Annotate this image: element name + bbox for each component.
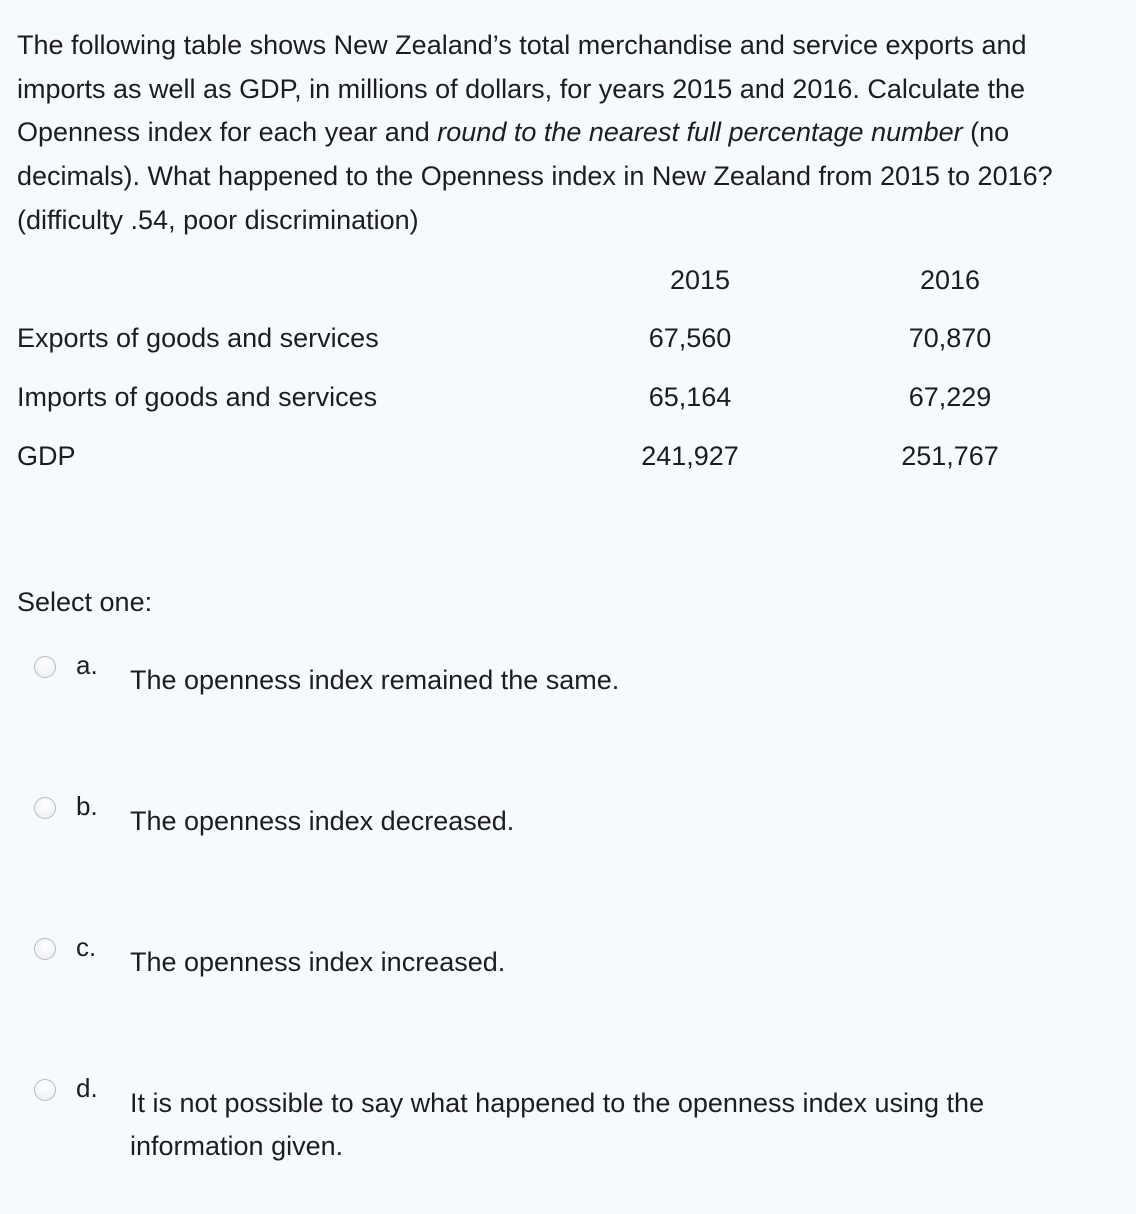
option-letter: d. [76, 1073, 98, 1103]
row-label: Exports of goods and services [17, 323, 379, 353]
question-text [17, 24, 1117, 243]
value-2016: 67,229 [908, 382, 992, 412]
value-2015: 241,927 [641, 441, 739, 471]
option-letter: b. [76, 791, 98, 821]
table-header-2016: 2016 [919, 265, 981, 295]
table-header-2015: 2015 [669, 265, 731, 295]
option-text[interactable]: The openness index decreased. [130, 806, 515, 836]
radio-button-c[interactable] [34, 938, 56, 960]
value-2015: 67,560 [648, 323, 732, 353]
radio-button-a[interactable] [34, 656, 56, 678]
row-label: GDP [17, 441, 76, 471]
radio-button-d[interactable] [34, 1079, 56, 1101]
option-text[interactable]: It is not possible to say what happened to the openness index using the information given. [130, 1088, 985, 1161]
option-letter: c. [76, 932, 97, 962]
row-label: Imports of goods and services [17, 382, 378, 412]
radio-button-b[interactable] [34, 797, 56, 819]
value-2016: 70,870 [908, 323, 992, 353]
question-text-part-1: The following table shows New Zealand’s total merchandise and service exports and imports as well as GDP, in millions of dollars, for years 2015 and 2016. Calculate the Openness index for each year and [17, 30, 1027, 148]
table-row-gdp [0, 436, 1136, 476]
question-text-part-2: (no decimals). What happened to the Openness index in New Zealand from 2015 to 2016? (difficulty .54, poor discrimination) [17, 117, 1053, 235]
option-text[interactable]: The openness index increased. [130, 947, 506, 977]
option-text[interactable]: The openness index remained the same. [130, 665, 620, 695]
question-text-emphasis: round to the nearest full percentage number [437, 117, 963, 148]
value-2015: 65,164 [648, 382, 732, 412]
value-2016: 251,767 [901, 441, 999, 471]
option-letter: a. [76, 650, 98, 680]
select-one-label: Select one: [17, 587, 153, 617]
table-row-exports [0, 318, 1136, 358]
table-row-imports [0, 377, 1136, 417]
